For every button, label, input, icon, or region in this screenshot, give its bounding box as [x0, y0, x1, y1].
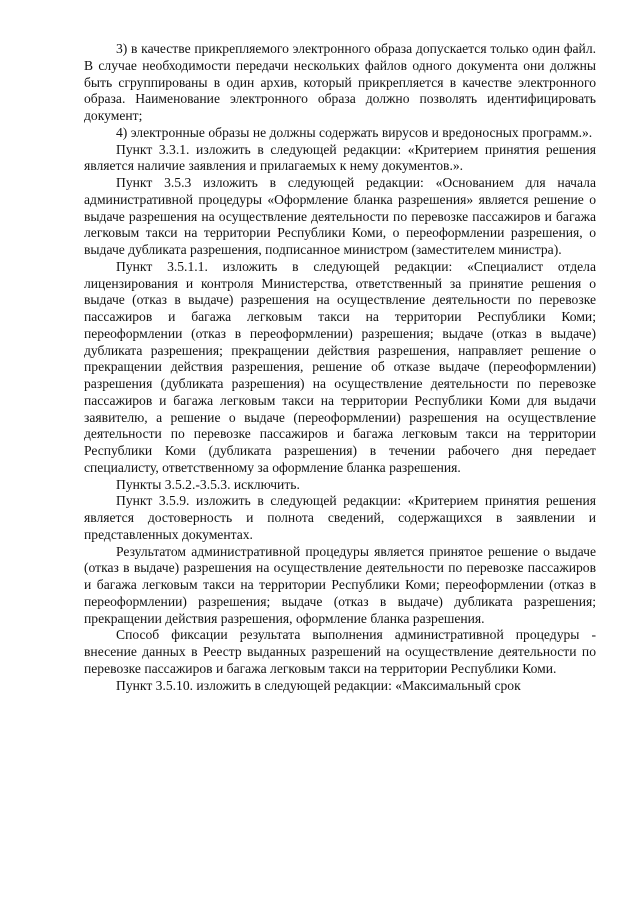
document-body	[84, 41, 596, 694]
paragraph-attachment-rule: 3) в качестве прикрепляемого электронного образа допускается только один файл. В случае необходимости передачи нескольких файлов одного документа они должны быть сгруппированы в один архив, который прикрепляется в качестве электронного образа. Наименование электронного образа должно позволять идентифицировать документ;	[84, 41, 596, 123]
paragraph-clause-3-5-10: Пункт 3.5.10. изложить в следующей редакции: «Максимальный срок	[116, 677, 521, 693]
paragraph-clause-3-5-1-1: Пункт 3.5.1.1. изложить в следующей редакции: «Специалист отдела лицензирования и контроля Министерства, ответственный за принятие решения о выдаче (отказ в выдаче) разрешения на осуществление деятельности по перевозке пассажиров и багажа легковым такси на территории Республики Коми; переоформлении (отказ в переоформлении) разрешения; выдаче (отказ в выдаче) дубликата разрешения; прекращении действия разрешения, направляет решение о прекращении действия разрешения, решение об отказе выдаче (переоформлении) разрешения (дубликата разрешения) на осуществление деятельности по перевозке пассажиров и багажа легковым такси на территории Республики Коми для выдачи заявителю, а решение о выдаче (переоформлении) разрешения на осуществление деятельности по перевозке пассажиров и багажа легковым такси на территории Республики Коми (дубликата разрешения) в течении рабочего дня передает специалисту, ответственному за оформление бланка разрешения.	[84, 258, 596, 475]
paragraph-procedure-result: Результатом административной процедуры является принятое решение о выдаче (отказ в выдаче) разрешения на осуществление деятельности по перевозке пассажиров и багажа легковым такси на территории Республики Коми; переоформлении (отказ в переоформлении) разрешения; выдаче (отказ в выдаче) дубликата разрешения; прекращении действия разрешения, оформление бланка разрешения.	[84, 543, 596, 626]
paragraph-clause-3-5-9: Пункт 3.5.9. изложить в следующей редакции: «Критерием принятия решения является достоверность и полнота сведений, содержащихся в заявлении и представленных документах.	[84, 493, 596, 542]
paragraph-clause-3-3-1: Пункт 3.3.1. изложить в следующей редакции: «Критерием принятия решения является наличие заявления и прилагаемых к нему документов.».	[84, 141, 596, 174]
paragraph-clause-3-5-3: Пункт 3.5.3 изложить в следующей редакции: «Основанием для начала административной процедуры «Оформление бланка разрешения» является решение о выдаче разрешения на осуществление деятельности по перевозке пассажиров и багажа легковым такси на территории Республики Коми, о переоформлении разрешения, о выдаче дубликата разрешения, подписанное министром (заместителем министра).	[84, 175, 596, 257]
paragraph-clauses-excluded: Пункты 3.5.2.-3.5.3. исключить.	[116, 476, 300, 492]
paragraph-virus-rule: 4) электронные образы не должны содержать вирусов и вредоносных программ.».	[116, 124, 593, 140]
paragraph-fixation-method: Способ фиксации результата выполнения административной процедуры - внесение данных в Реестр выданных разрешений на осуществление деятельности по перевозке пассажиров и багажа легковым такси на территории Республики Коми.	[84, 627, 596, 676]
